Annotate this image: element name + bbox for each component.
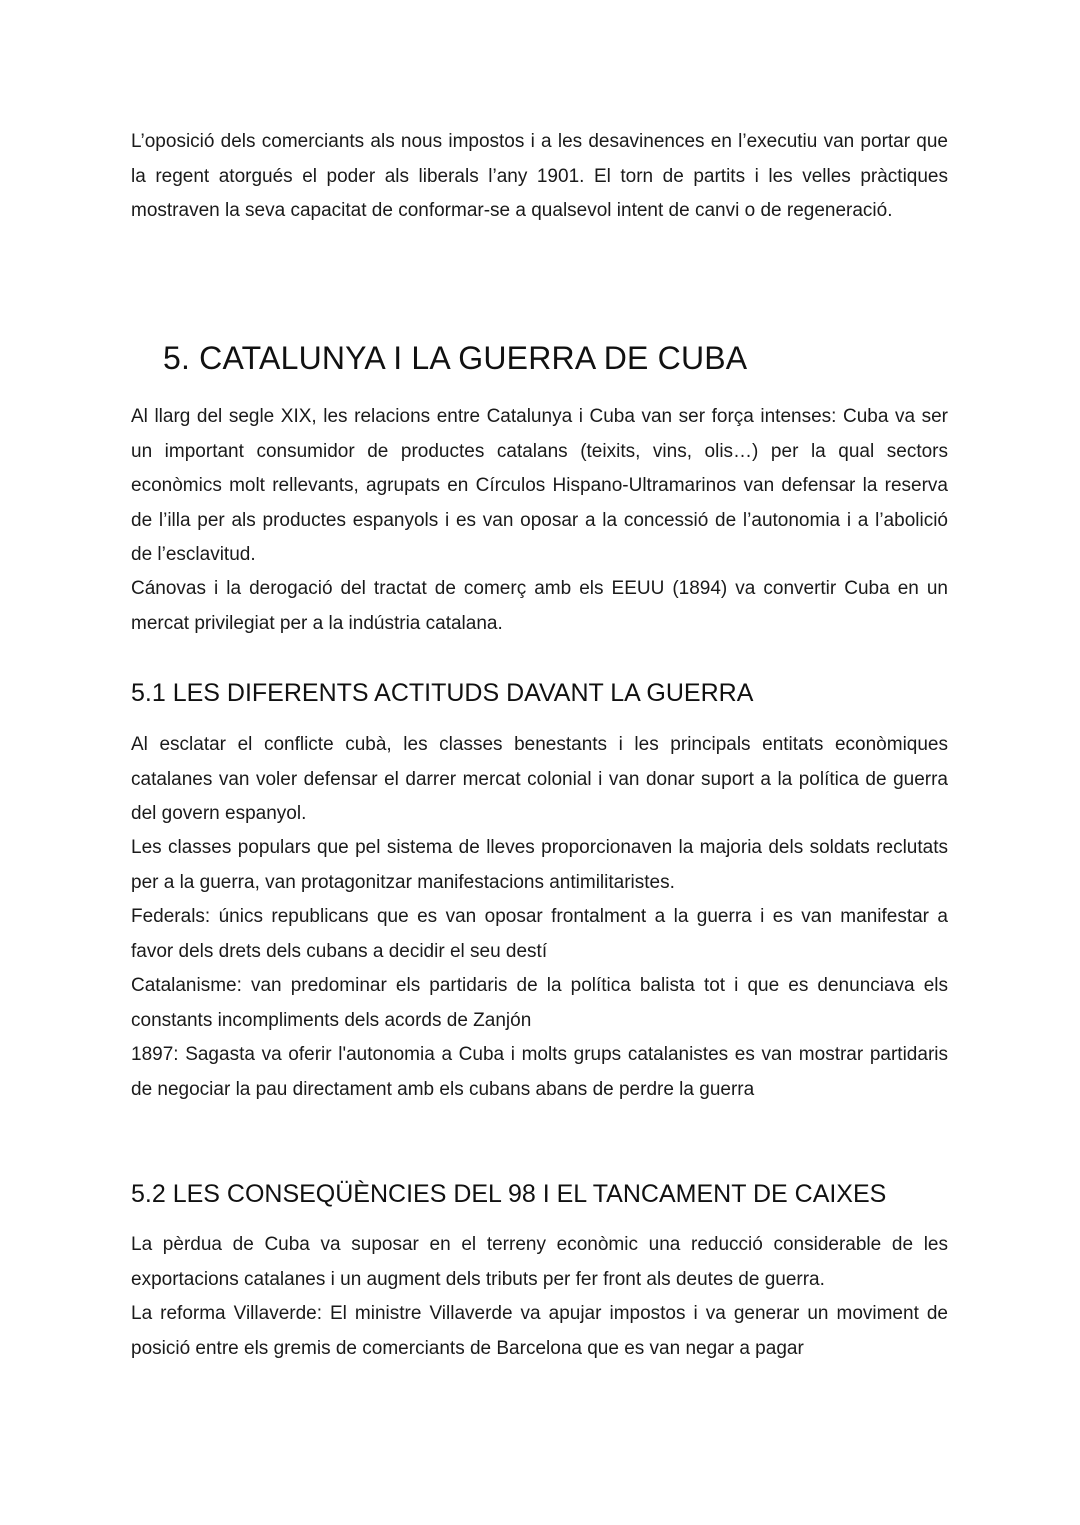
section-5-2-paragraph-1: La pèrdua de Cuba va suposar en el terreny econòmic una reducció considerable de les exportacions catalanes i un augment dels tributs per fer front als deutes de guerra. — [131, 1234, 948, 1290]
section-5-1-paragraph-1: Al esclatar el conflicte cubà, les classes benestants i les principals entitats econòmiques catalanes van voler defensar el darrer mercat colonial i van donar suport a la política de guerra del govern espanyol. — [131, 734, 948, 824]
section-5-2-paragraph-2: La reforma Villaverde: El ministre Villaverde va apujar impostos i va generar un moviment de posició entre els gremis de comerciants de Barcelona que es van negar a pagar — [131, 1303, 948, 1359]
section-5-1-paragraph-2: Les classes populars que pel sistema de lleves proporcionaven la majoria dels soldats reclutats per a la guerra, van protagonitzar manifestacions antimilitaristes. — [131, 837, 948, 893]
section-5-2-heading: 5.2 LES CONSEQÜÈNCIES DEL 98 I EL TANCAMENT DE CAIXES — [131, 1180, 887, 1208]
intro-paragraph: L’oposició dels comerciants als nous impostos i a les desavinences en l’executiu van portar que la regent atorgués el poder als liberals l’any 1901. El torn de partits i les velles pràctiques mostraven la seva capacitat de conformar-se a qualsevol intent de canvi o de regeneració. — [131, 131, 948, 221]
section-5-paragraph-1: Al llarg del segle XIX, les relacions entre Catalunya i Cuba van ser força intenses: Cuba va ser un important consumidor de productes catalans (teixits, vins, olis…) per la qual sectors econòmics molt rellevants, agrupats en Círculos Hispano-Ultramarinos van defensar la reserva de l’illa per als productes espanyols i es van oposar a la concessió de l’autonomia i a l’abolició de l’esclavitud. — [131, 406, 948, 565]
section-5-1-paragraph-3: Federals: únics republicans que es van oposar frontalment a la guerra i es van manifestar a favor dels drets dels cubans a decidir el seu destí — [131, 906, 948, 962]
section-5-1-paragraph-5: 1897: Sagasta va oferir l'autonomia a Cuba i molts grups catalanistes es van mostrar partidaris de negociar la pau directament amb els cubans abans de perdre la guerra — [131, 1044, 948, 1100]
section-5-1-heading: 5.1 LES DIFERENTS ACTITUDS DAVANT LA GUERRA — [131, 679, 754, 707]
section-5-paragraph-2: Cánovas i la derogació del tractat de comerç amb els EEUU (1894) va convertir Cuba en un mercat privilegiat per a la indústria catalana. — [131, 578, 948, 634]
section-5-heading: 5. CATALUNYA I LA GUERRA DE CUBA — [163, 340, 748, 376]
section-5-1-paragraph-4: Catalanisme: van predominar els partidaris de la política balista tot i que es denunciava els constants incompliments dels acords de Zanjón — [131, 975, 948, 1031]
